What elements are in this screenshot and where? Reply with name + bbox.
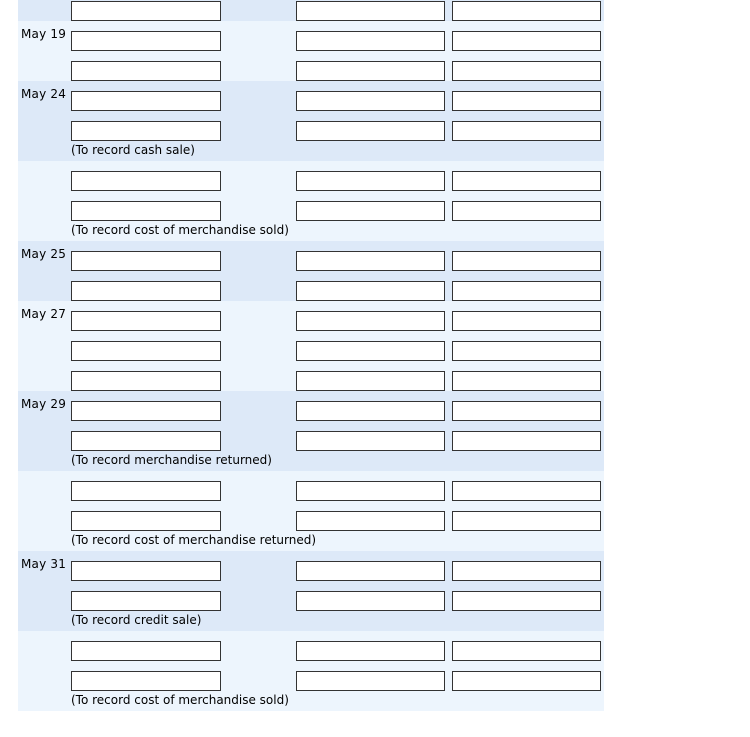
credit-amount-input[interactable] xyxy=(452,341,601,361)
journal-row xyxy=(18,21,604,51)
debit-amount-input[interactable] xyxy=(296,341,445,361)
journal-row xyxy=(18,51,604,81)
debit-amount-input[interactable] xyxy=(296,171,445,191)
credit-amount-input[interactable] xyxy=(452,561,601,581)
journal-row xyxy=(18,361,604,391)
account-title-input[interactable] xyxy=(71,91,221,111)
journal-row xyxy=(18,391,604,421)
journal-row xyxy=(18,331,604,361)
debit-amount-input[interactable] xyxy=(296,1,445,21)
debit-amount-input[interactable] xyxy=(296,671,445,691)
credit-amount-input[interactable] xyxy=(452,61,601,81)
journal-entry-group xyxy=(18,301,604,391)
entry-date: May 31 xyxy=(21,557,67,571)
debit-amount-input[interactable] xyxy=(296,281,445,301)
account-title-input[interactable] xyxy=(71,1,221,21)
journal-entry-group xyxy=(18,391,604,471)
account-title-input[interactable] xyxy=(71,401,221,421)
debit-amount-input[interactable] xyxy=(296,641,445,661)
journal-entry-group xyxy=(18,471,604,551)
credit-amount-input[interactable] xyxy=(452,311,601,331)
journal-row xyxy=(18,301,604,331)
journal-entry-table xyxy=(18,0,604,711)
journal-row xyxy=(18,241,604,271)
account-title-input[interactable] xyxy=(71,311,221,331)
journal-entry-group xyxy=(18,551,604,631)
debit-amount-input[interactable] xyxy=(296,591,445,611)
entry-explanation: (To record cost of merchandise returned) xyxy=(71,533,317,547)
debit-amount-input[interactable] xyxy=(296,561,445,581)
debit-amount-input[interactable] xyxy=(296,481,445,501)
account-title-input[interactable] xyxy=(71,121,221,141)
account-title-input[interactable] xyxy=(71,431,221,451)
journal-row xyxy=(18,501,604,531)
debit-amount-input[interactable] xyxy=(296,91,445,111)
entry-date: May 29 xyxy=(21,397,67,411)
credit-amount-input[interactable] xyxy=(452,481,601,501)
entry-date: May 19 xyxy=(21,27,67,41)
entry-explanation: (To record merchandise returned) xyxy=(71,453,272,467)
credit-amount-input[interactable] xyxy=(452,281,601,301)
entry-date: May 25 xyxy=(21,247,67,261)
journal-entry-group xyxy=(18,21,604,81)
entry-explanation: (To record cost of merchandise sold) xyxy=(71,223,289,237)
entry-explanation: (To record cash sale) xyxy=(71,143,195,157)
journal-row xyxy=(18,471,604,501)
account-title-input[interactable] xyxy=(71,481,221,501)
journal-row xyxy=(18,111,604,141)
journal-row xyxy=(18,161,604,191)
account-title-input[interactable] xyxy=(71,561,221,581)
credit-amount-input[interactable] xyxy=(452,371,601,391)
account-title-input[interactable] xyxy=(71,61,221,81)
journal-entry-group xyxy=(18,631,604,711)
debit-amount-input[interactable] xyxy=(296,371,445,391)
journal-row xyxy=(18,0,604,21)
credit-amount-input[interactable] xyxy=(452,591,601,611)
credit-amount-input[interactable] xyxy=(452,201,601,221)
debit-amount-input[interactable] xyxy=(296,61,445,81)
journal-row xyxy=(18,271,604,301)
journal-entry-group xyxy=(18,81,604,161)
credit-amount-input[interactable] xyxy=(452,641,601,661)
journal-entry-group xyxy=(18,0,604,21)
account-title-input[interactable] xyxy=(71,341,221,361)
credit-amount-input[interactable] xyxy=(452,91,601,111)
credit-amount-input[interactable] xyxy=(452,171,601,191)
debit-amount-input[interactable] xyxy=(296,31,445,51)
entry-date: May 27 xyxy=(21,307,67,321)
journal-row xyxy=(18,421,604,451)
credit-amount-input[interactable] xyxy=(452,251,601,271)
credit-amount-input[interactable] xyxy=(452,31,601,51)
journal-row xyxy=(18,191,604,221)
debit-amount-input[interactable] xyxy=(296,121,445,141)
journal-row xyxy=(18,81,604,111)
debit-amount-input[interactable] xyxy=(296,311,445,331)
debit-amount-input[interactable] xyxy=(296,251,445,271)
account-title-input[interactable] xyxy=(71,371,221,391)
account-title-input[interactable] xyxy=(71,511,221,531)
journal-entry-group xyxy=(18,241,604,301)
debit-amount-input[interactable] xyxy=(296,511,445,531)
debit-amount-input[interactable] xyxy=(296,431,445,451)
account-title-input[interactable] xyxy=(71,31,221,51)
credit-amount-input[interactable] xyxy=(452,511,601,531)
account-title-input[interactable] xyxy=(71,281,221,301)
account-title-input[interactable] xyxy=(71,641,221,661)
account-title-input[interactable] xyxy=(71,591,221,611)
credit-amount-input[interactable] xyxy=(452,401,601,421)
credit-amount-input[interactable] xyxy=(452,431,601,451)
journal-row xyxy=(18,661,604,691)
credit-amount-input[interactable] xyxy=(452,671,601,691)
entry-date: May 24 xyxy=(21,87,67,101)
entry-explanation: (To record credit sale) xyxy=(71,613,202,627)
account-title-input[interactable] xyxy=(71,201,221,221)
debit-amount-input[interactable] xyxy=(296,401,445,421)
account-title-input[interactable] xyxy=(71,671,221,691)
journal-row xyxy=(18,581,604,611)
account-title-input[interactable] xyxy=(71,171,221,191)
credit-amount-input[interactable] xyxy=(452,1,601,21)
journal-entry-group xyxy=(18,161,604,241)
credit-amount-input[interactable] xyxy=(452,121,601,141)
journal-row xyxy=(18,631,604,661)
journal-row xyxy=(18,551,604,581)
debit-amount-input[interactable] xyxy=(296,201,445,221)
account-title-input[interactable] xyxy=(71,251,221,271)
entry-explanation: (To record cost of merchandise sold) xyxy=(71,693,289,707)
